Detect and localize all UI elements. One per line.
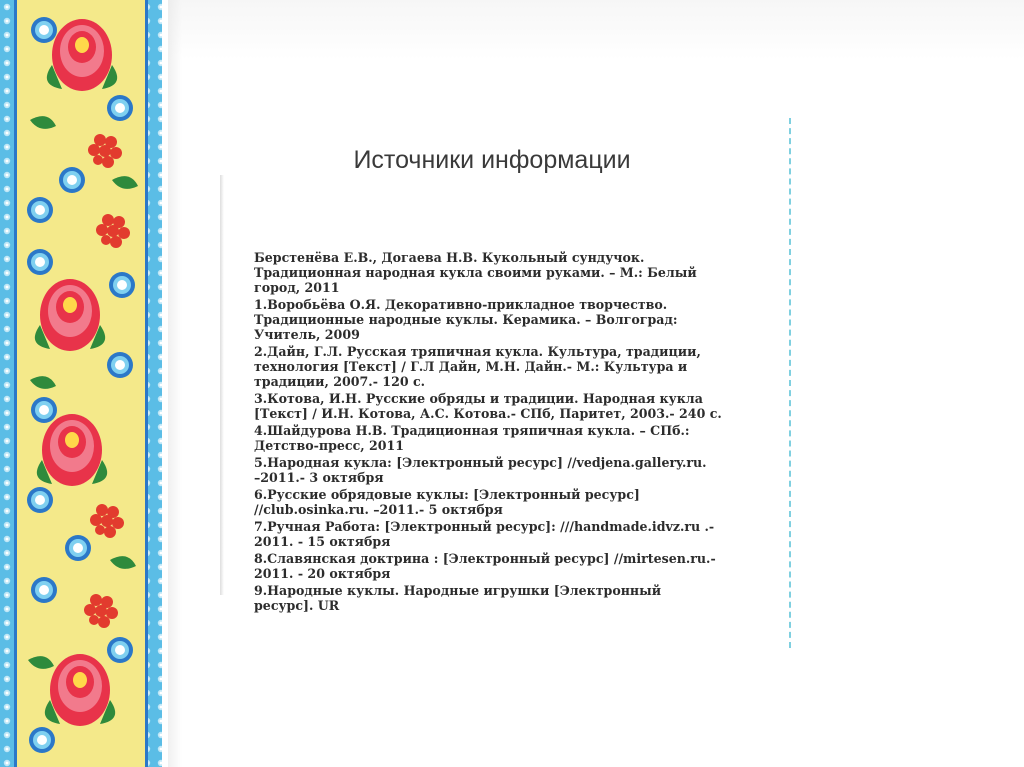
reference-item: 4.Шайдурова Н.В. Традиционная тряпичная кукла. – СПб.: Детство-пресс, 2011 [254,423,690,453]
panel-edge-left [220,175,224,595]
reference-list [254,250,794,615]
reference-item: 7.Ручная Работа: [Электронный ресурс]: ///handmade.idvz.ru .- 2011. - 15 октября [254,519,715,549]
reference-item: 6.Русские обрядовые куклы: [Электронный ресурс] //club.osinka.ru. –2011.- 5 октября [254,487,640,517]
reference-item: Берстенёва Е.В., Догаева Н.В. Кукольный сундучок. Традиционная народная кукла своими руками. – М.: Белый город, 2011 [254,250,697,295]
reference-item: 5.Народная кукла: [Электронный ресурс] //vedjena.gallery.ru. –2011.- 3 октября [254,455,707,485]
slide-shadow [168,0,182,767]
reference-item: 3.Котова, И.Н. Русские обряды и традиции. Народная кукла [Текст] / И.Н. Котова, А.С. Котова.- СПб, Паритет, 2003.- 240 с. [254,391,722,421]
top-fade [168,0,1024,60]
folk-ornament-band [0,0,168,767]
reference-item: 8.Славянская доктрина : [Электронный ресурс] //mirtesen.ru.- 2011. - 20 октября [254,551,716,581]
folk-floral-ornament-icon [0,0,168,767]
slide-title: Источники информации [353,146,631,174]
reference-item: 1.Воробьёва О.Я. Декоративно-прикладное творчество. Традиционные народные куклы. Керамика. – Волгоград: Учитель, 2009 [254,297,678,342]
reference-item: 9.Народные куклы. Народные игрушки [Электронный ресурс]. UR [254,583,662,613]
reference-item: 2.Дайн, Г.Л. Русская тряпичная кукла. Культура, традиции, технология [Текст] / Г.Л Дайн, М.Н. Дайн.- М.: Культура и традиции, 2007.- 120 с. [254,344,701,389]
